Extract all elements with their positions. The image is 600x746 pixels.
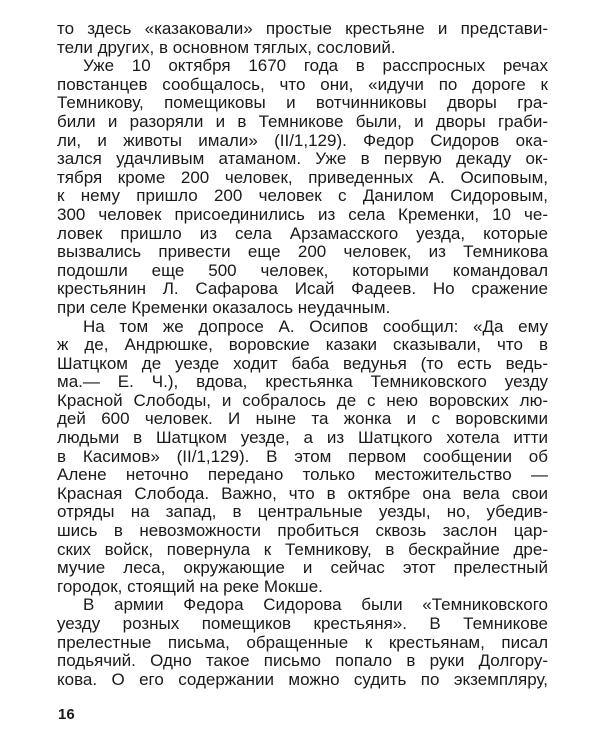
text-line: Уже 10 октября 1670 года в расспросных речах	[83, 56, 548, 76]
text-line: ж де, Андрюшке, воровские казаки сказывали, что в	[57, 335, 548, 355]
text-line: ских войск, повернула к Темникову, в бескрайние дре-	[57, 539, 548, 559]
text-line: Алене неточно передано только местожительство —	[57, 465, 548, 485]
paragraph	[57, 57, 548, 317]
text-line: при селе Кременки оказалось неудачным.	[57, 297, 391, 317]
text-line: кова. О его содержании можно судить по экземпляру,	[57, 669, 548, 689]
paragraph	[57, 318, 548, 597]
page-number: 16	[58, 706, 75, 723]
text-line: зался удачливым атаманом. Уже в первую декаду ок-	[57, 149, 548, 169]
text-line: В армии Федора Сидорова были «Темниковского	[83, 595, 548, 615]
text-line: Красная Слобода. Важно, что в октябре она вела свои	[57, 483, 548, 503]
text-line: городок, стоящий на реке Мокше.	[57, 576, 323, 596]
text-line: Красной Слободы, и собралось де с нею воровских лю-	[57, 390, 548, 410]
text-line: На том же допросе А. Осипов сообщил: «Да ему	[83, 316, 548, 336]
text-line: вызвались привести еще 200 человек, из Темникова	[57, 242, 548, 262]
text-line: повстанцев сообщалось, что они, «идучи по дороге к	[57, 74, 548, 94]
text-line: тели других, в основном тяглых, сословий.	[57, 37, 396, 57]
text-line: Темникову, помещиковы и вотчинниковы дворы гра-	[57, 93, 548, 113]
text-line: 300 человек присоединились из села Кременки, 10 че-	[57, 204, 548, 224]
text-line: шись в невозможности пробиться сквозь заслон цар-	[57, 521, 548, 541]
text-line: Шатцком де уезде ходит баба ведунья (то есть ведь-	[57, 353, 548, 373]
text-line: к нему пришло 200 человек с Данилом Сидоровым,	[57, 186, 548, 206]
text-line: прелестные письма, обращенные к крестьянам, писал	[57, 632, 548, 652]
text-line: мучие леса, окружающие и сейчас этот прелестный	[57, 558, 548, 578]
text-line: людьми в Шатцком уезде, а из Шатцкого хотела итти	[57, 428, 548, 448]
text-line: ловек пришло из села Арзамасского уезда, которые	[57, 223, 548, 243]
text-line: крестьянин Л. Сафарова Исай Фадеев. Но сражение	[57, 279, 548, 299]
text-line: подьячий. Одно такое письмо попало в руки Долгору-	[57, 651, 548, 671]
text-line: дей 600 человек. И ныне та жонка и с воровскими	[57, 409, 548, 429]
paragraph	[57, 20, 548, 57]
text-line: отряды на запад, в центральные уезды, но, убедив-	[57, 502, 548, 522]
text-line: подошли еще 500 человек, которыми командовал	[57, 260, 548, 280]
paragraph	[57, 596, 548, 689]
text-line: ли, и животы имали» (II/1,129). Федор Сидоров ока-	[57, 130, 548, 150]
text-line: уезду розных помещиков крестьяня». В Темникове	[57, 614, 548, 633]
text-line: били и разоряли и в Темникове были, и дворы граби-	[57, 111, 548, 131]
page-body	[57, 20, 548, 689]
text-line: ма.— Е. Ч.), вдова, крестьянка Темниковского уезду	[57, 372, 548, 392]
text-line: тября кроме 200 человек, приведенных А. Осиповым,	[57, 167, 548, 187]
text-line: то здесь «казаковали» простые крестьяне и представи-	[57, 19, 548, 38]
text-line: в Касимов» (II/1,129). В этом первом сообщении об	[57, 446, 548, 466]
